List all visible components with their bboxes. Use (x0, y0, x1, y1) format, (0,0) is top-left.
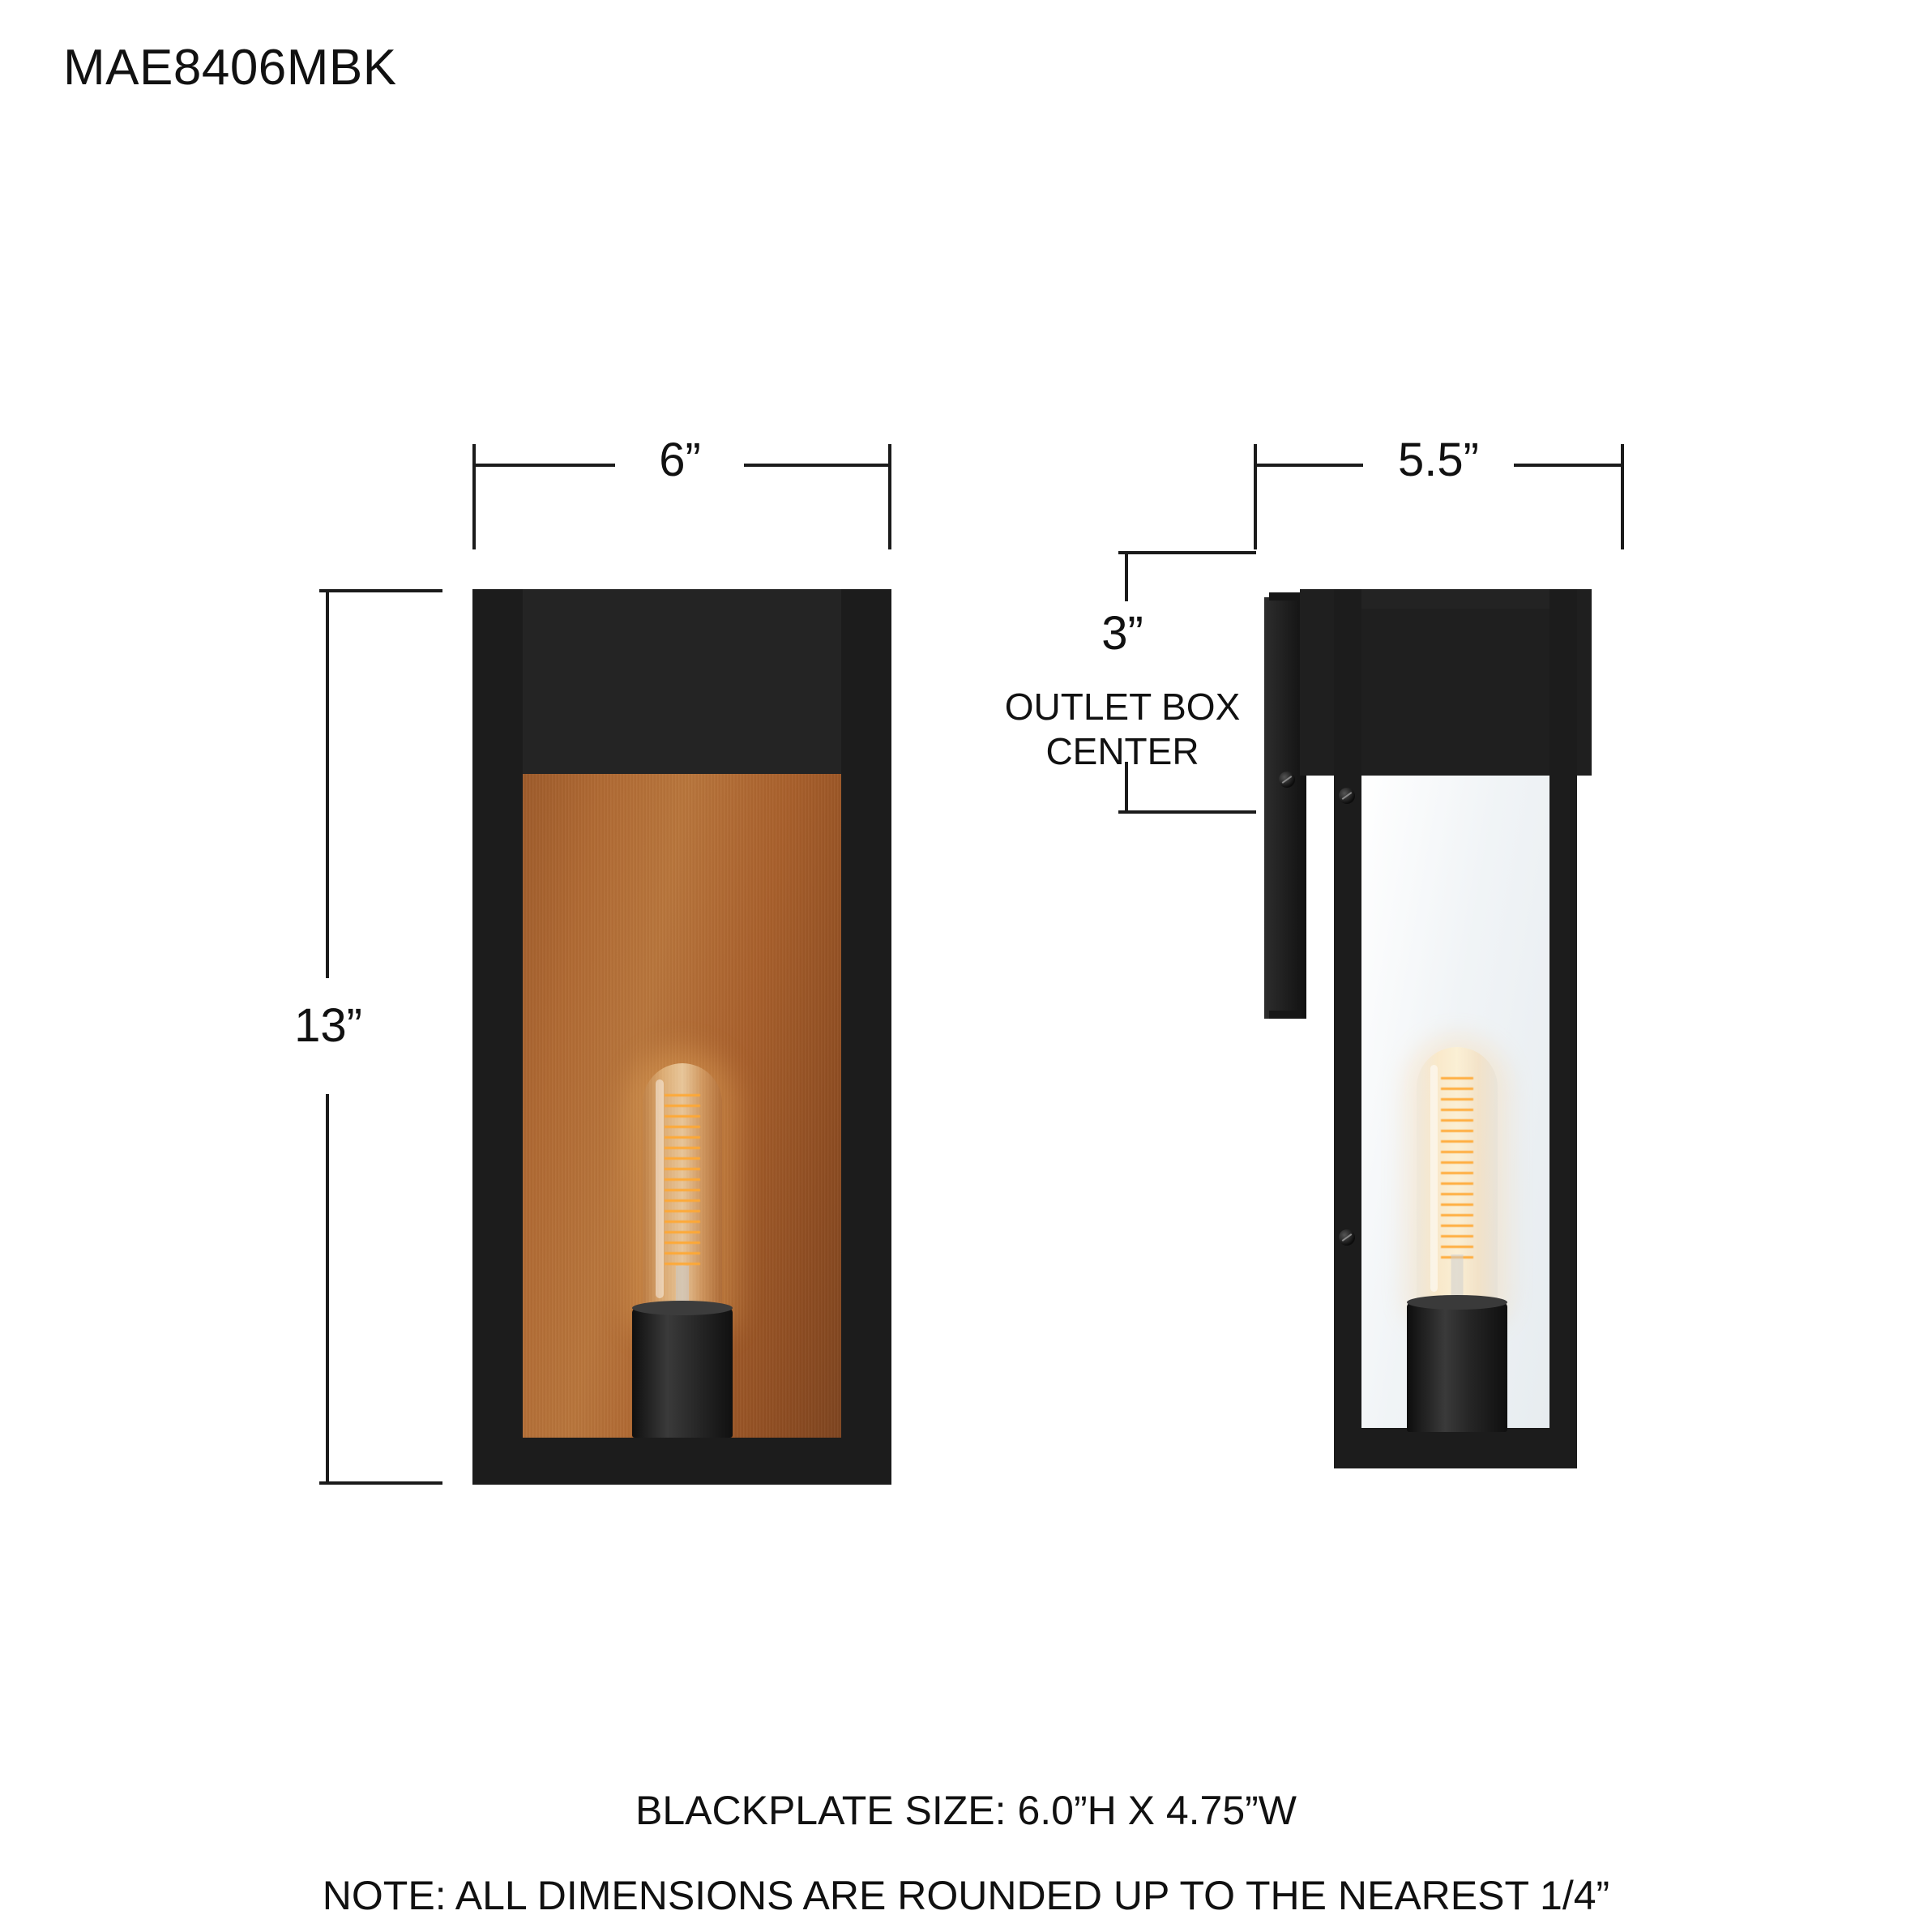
blackplate-size-note: BLACKPLATE SIZE: 6.0”H X 4.75”W (635, 1788, 1297, 1833)
side-plate-bottom-ear (1269, 1011, 1302, 1019)
screw-icon (1339, 788, 1355, 804)
front-height-dim-line-upper (326, 589, 329, 978)
side-bottom-rail (1334, 1428, 1577, 1468)
side-top-cap (1334, 589, 1577, 609)
front-height-extension-top (319, 589, 442, 592)
front-width-extension-right (888, 444, 891, 549)
side-back-post (1334, 589, 1361, 1468)
outlet-box-label-line2: CENTER (1045, 730, 1199, 772)
outlet-extension-top (1118, 551, 1256, 554)
side-socket (1407, 1302, 1507, 1432)
front-height-dim-line-lower (326, 1094, 329, 1481)
side-plate-top-ear (1269, 592, 1302, 601)
front-socket (632, 1308, 733, 1438)
front-width-dim-line-left (472, 464, 615, 467)
front-bottom-rail (472, 1438, 891, 1485)
front-width-label: 6” (659, 434, 701, 486)
screw-icon (1339, 1229, 1355, 1246)
outlet-box-dim-label: 3” (1101, 607, 1143, 660)
front-bulb (643, 1063, 722, 1323)
side-bulb-filament (1441, 1076, 1473, 1259)
side-view-fixture (1264, 589, 1629, 1485)
front-view-fixture (472, 589, 891, 1485)
side-bulb-highlight (1430, 1065, 1438, 1292)
side-depth-dim-line-left (1254, 464, 1363, 467)
rounding-note: NOTE: ALL DIMENSIONS ARE ROUNDED UP TO THE NEAREST 1/4” (322, 1873, 1610, 1918)
outlet-box-label-line1: OUTLET BOX (1004, 686, 1241, 728)
side-depth-extension-left (1254, 444, 1257, 549)
front-bulb-filament (665, 1091, 700, 1265)
front-top-housing (472, 589, 891, 774)
front-width-dim-line-right (744, 464, 888, 467)
front-bulb-highlight (656, 1079, 664, 1298)
screw-icon (1279, 772, 1295, 788)
side-depth-label: 5.5” (1398, 434, 1479, 486)
side-bulb (1417, 1047, 1498, 1314)
front-width-extension-left (472, 444, 476, 549)
front-right-rail (841, 589, 891, 1485)
side-depth-extension-right (1621, 444, 1624, 549)
outlet-dim-line-upper (1125, 551, 1128, 601)
side-depth-dim-line-right (1514, 464, 1621, 467)
front-left-rail (472, 589, 523, 1485)
outlet-extension-bottom (1118, 810, 1256, 814)
front-height-extension-bottom (319, 1481, 442, 1485)
page-title: MAE8406MBK (63, 40, 397, 96)
front-height-label: 13” (294, 999, 362, 1052)
side-front-post (1549, 589, 1577, 1468)
